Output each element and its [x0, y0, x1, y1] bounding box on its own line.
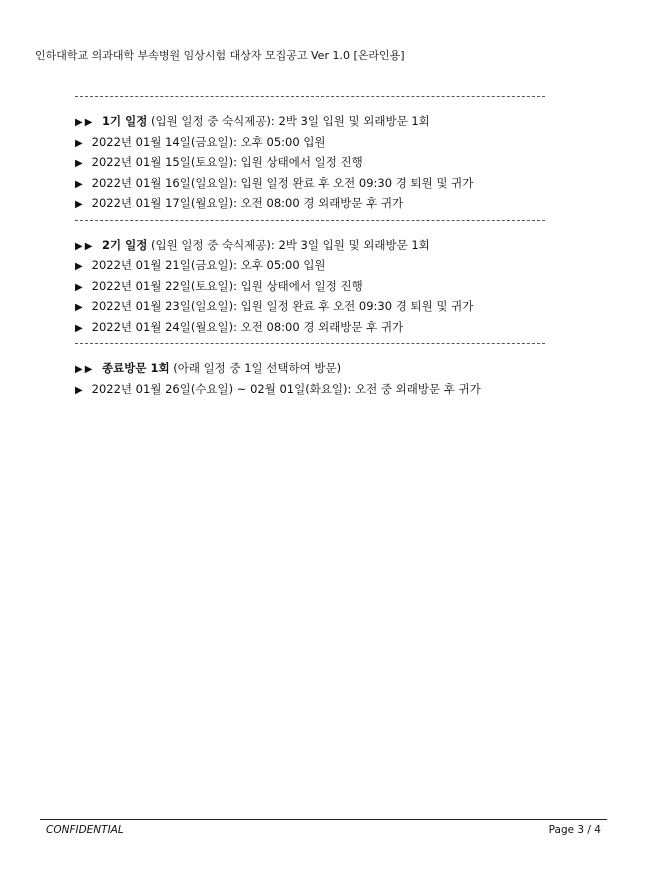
arrow-bullet-icon: ▶ — [75, 322, 83, 334]
list-item — [75, 276, 545, 297]
arrow-bullet-icon: ▶ — [75, 178, 83, 190]
arrow-bullet-icon: ▶ — [75, 199, 83, 210]
arrow-bullet-icon: ▶ — [75, 137, 83, 149]
section-heading-bold: 1기 일정 — [102, 114, 148, 128]
list-item-text: 2022년 01월 14일(금요일): 오후 05:00 입원 — [91, 134, 326, 149]
arrow-bullet-icon: ▶ — [75, 302, 83, 313]
double-arrow-icon: ▶▶ — [75, 364, 95, 375]
list-item-text: 2022년 01월 15일(토요일): 입원 상태에서 일정 진행 — [91, 155, 363, 169]
section-heading — [75, 358, 545, 379]
double-arrow-icon: ▶▶ — [75, 240, 95, 252]
list-item-text: 2022년 01월 23일(일요일): 입원 일정 완료 후 오전 09:30 경 퇴원 및 귀가 — [91, 299, 474, 313]
list-item — [75, 379, 545, 400]
arrow-bullet-icon: ▶ — [75, 158, 83, 169]
double-arrow-icon: ▶▶ — [75, 117, 95, 128]
arrow-bullet-icon: ▶ — [75, 261, 83, 272]
list-item — [75, 132, 545, 153]
page-number: Page 3 / 4 — [548, 824, 601, 836]
schedule-section-1 — [75, 97, 545, 220]
list-item-text: 2022년 01월 17일(월요일): 오전 08:00 경 외래방문 후 귀가 — [91, 196, 404, 210]
list-item-text: 2022년 01월 21일(금요일): 오후 05:00 입원 — [91, 258, 326, 272]
section-heading-detail: (아래 일정 중 1일 선택하여 방문) — [169, 361, 342, 375]
schedule-section-2 — [75, 221, 545, 344]
document-header: 인하대학교 의과대학 부속병원 임상시험 대상자 모집공고 Ver 1.0 [온라인용] — [35, 49, 405, 62]
list-item-text: 2022년 01월 16일(일요일): 입원 일정 완료 후 오전 09:30 경 퇴원 및 귀가 — [91, 175, 474, 190]
section-heading-bold: 2기 일정 — [102, 237, 148, 252]
list-item — [75, 296, 545, 317]
schedule-content — [75, 96, 545, 405]
section-heading — [75, 235, 545, 256]
section-heading-bold: 종료방문 1회 — [102, 361, 170, 375]
list-item — [75, 152, 545, 173]
section-heading — [75, 111, 545, 132]
section-heading-detail: (입원 일정 중 숙식제공): 2박 3일 입원 및 외래방문 1회 — [147, 114, 430, 128]
arrow-bullet-icon: ▶ — [75, 384, 83, 396]
section-heading-detail: (입원 일정 중 숙식제공): 2박 3일 입원 및 외래방문 1회 — [147, 237, 430, 252]
list-item — [75, 317, 545, 338]
list-item-text: 2022년 01월 24일(월요일): 오전 08:00 경 외래방문 후 귀가 — [91, 319, 404, 334]
footer-divider — [40, 819, 607, 820]
list-item — [75, 193, 545, 214]
list-item-text: 2022년 01월 22일(토요일): 입원 상태에서 일정 진행 — [91, 278, 363, 293]
list-item-text: 2022년 01월 26일(수요일) ~ 02월 01일(화요일): 오전 중 외래방문 후 귀가 — [91, 381, 481, 396]
confidential-label: CONFIDENTIAL — [46, 824, 124, 836]
list-item — [75, 173, 545, 194]
list-item — [75, 255, 545, 276]
arrow-bullet-icon: ▶ — [75, 281, 83, 293]
schedule-section-final — [75, 344, 545, 405]
